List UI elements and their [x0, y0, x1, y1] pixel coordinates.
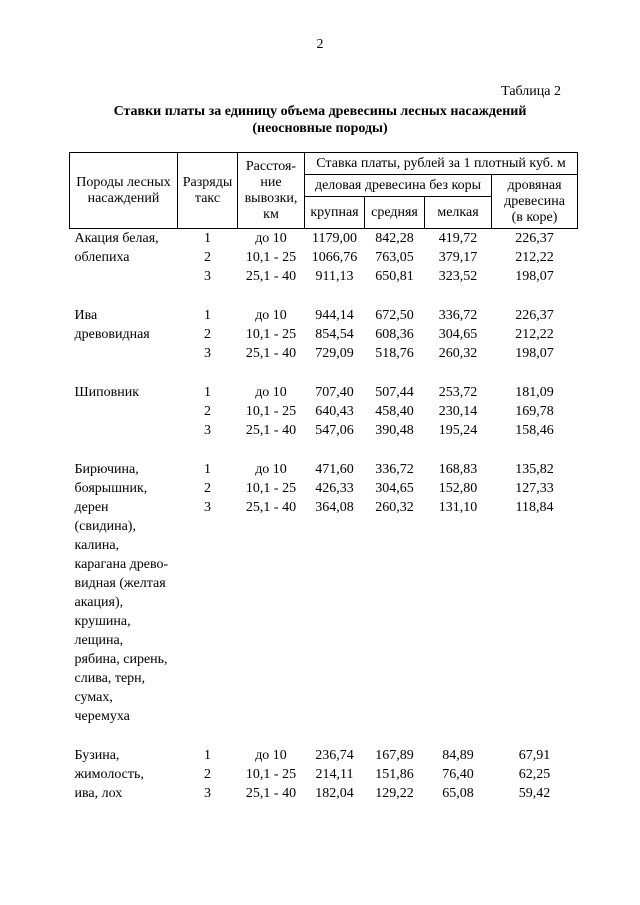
header-business-wood: деловая древесина без коры [305, 175, 492, 197]
small-cell: 84,89 [442, 748, 474, 763]
large-cell: 547,06 [315, 423, 354, 438]
distance-cell: 10,1 - 25 [245, 404, 297, 419]
large-cell: 1179,00 [312, 231, 357, 246]
fuel-cell: 212,22 [515, 327, 554, 342]
species-line: Бирючина, [74, 462, 139, 477]
header-medium: средняя [365, 197, 425, 229]
medium-cell: 763,05 [375, 250, 414, 265]
table-row [70, 460, 578, 479]
species-line: (свидина), [74, 519, 136, 534]
species-line: карагана древо- [74, 557, 169, 572]
header-dist-line3: вывозки, [244, 190, 298, 206]
small-cell: 253,72 [438, 385, 478, 400]
header-dist-line1: Расстоя- [245, 158, 297, 174]
table-row [70, 746, 578, 765]
large-cell: 1066,76 [311, 250, 358, 265]
small-cell: 304,65 [438, 327, 478, 342]
species-line: Акация белая, [74, 231, 159, 246]
medium-cell: 304,65 [375, 481, 414, 496]
tax-cell: 3 [204, 500, 211, 515]
distance-cell: 25,1 - 40 [245, 786, 297, 801]
fuel-cell: 118,84 [515, 500, 554, 515]
species-cell [70, 460, 178, 726]
small-cell: 76,40 [442, 767, 474, 782]
header-tax-class [178, 153, 238, 229]
header-distance [238, 153, 305, 229]
species-line: лещина, [74, 633, 124, 648]
title-line-2: (неосновные породы) [252, 121, 388, 136]
large-cell: 640,43 [315, 404, 354, 419]
distance-cell: 25,1 - 40 [245, 346, 297, 361]
header-fuel-line1: дровяная [507, 177, 562, 193]
tax-cell: 1 [204, 308, 211, 323]
species-line: рябина, сирень, [74, 652, 168, 667]
group-spacer [70, 726, 578, 746]
table-body [70, 229, 578, 804]
medium-cell: 167,89 [375, 748, 414, 763]
distance-cell: 25,1 - 40 [245, 423, 297, 438]
distance-cell: до 10 [255, 748, 287, 763]
tax-cell: 3 [204, 346, 211, 361]
header-fuel-line2: древесина [504, 193, 565, 209]
medium-cell: 336,72 [375, 462, 414, 477]
species-cell [70, 383, 178, 440]
species-line: облепиха [74, 250, 130, 265]
distance-cell: 10,1 - 25 [245, 327, 297, 342]
group-spacer [70, 363, 578, 383]
group-spacer [70, 440, 578, 460]
fuel-cell: 226,37 [515, 231, 554, 246]
distance-cell: до 10 [255, 308, 287, 323]
fuel-cell: 158,46 [515, 423, 554, 438]
tax-cell: 3 [204, 423, 211, 438]
rates-table [69, 152, 578, 803]
header-species-line2: насаждений [87, 190, 160, 206]
distance-cell: 10,1 - 25 [245, 767, 297, 782]
species-line: боярышник, [74, 481, 148, 496]
species-line: крушина, [74, 614, 131, 629]
fuel-cell: 169,78 [515, 404, 554, 419]
tax-cell: 1 [204, 385, 211, 400]
tax-cell: 2 [204, 767, 211, 782]
tax-cell: 2 [204, 404, 211, 419]
header-dist-line2: ние [260, 174, 282, 190]
header-large: крупная [305, 197, 365, 229]
distance-cell: 10,1 - 25 [245, 250, 297, 265]
medium-cell: 390,48 [375, 423, 414, 438]
title-line-1: Ставки платы за единицу объема древесины лесных насаждений [113, 104, 527, 119]
species-cell [70, 229, 178, 287]
species-line: ива, лох [74, 786, 123, 801]
fuel-cell: 226,37 [515, 308, 554, 323]
species-line: акация), [74, 595, 124, 610]
header-species-line1: Породы лесных [76, 174, 171, 190]
small-cell: 323,52 [438, 269, 478, 284]
species-line: Шиповник [74, 385, 140, 400]
table-header [70, 153, 578, 229]
small-cell: 336,72 [438, 308, 478, 323]
species-line: Ива [74, 308, 98, 323]
distance-cell: до 10 [255, 231, 287, 246]
table-row [70, 383, 578, 402]
distance-cell: до 10 [255, 385, 287, 400]
small-cell: 195,24 [438, 423, 478, 438]
header-fuel-wood [492, 175, 578, 229]
medium-cell: 650,81 [375, 269, 414, 284]
large-cell: 236,74 [315, 748, 354, 763]
tax-cell: 3 [204, 786, 211, 801]
large-cell: 707,40 [315, 385, 354, 400]
tax-cell: 2 [204, 250, 211, 265]
small-cell: 230,14 [438, 404, 478, 419]
group-spacer [70, 286, 578, 306]
large-cell: 214,11 [315, 767, 354, 782]
distance-cell: 25,1 - 40 [245, 269, 297, 284]
medium-cell: 151,86 [375, 767, 414, 782]
large-cell: 426,33 [315, 481, 354, 496]
small-cell: 419,72 [438, 231, 478, 246]
medium-cell: 608,36 [375, 327, 414, 342]
small-cell: 131,10 [438, 500, 478, 515]
header-dist-line4: км [263, 206, 279, 222]
fuel-cell: 212,22 [515, 250, 554, 265]
tax-cell: 1 [204, 231, 211, 246]
fuel-cell: 127,33 [515, 481, 554, 496]
species-line: калина, [74, 538, 120, 553]
header-small: мелкая [425, 197, 492, 229]
header-tax-line1: Разряды [182, 174, 233, 190]
small-cell: 260,32 [438, 346, 478, 361]
species-line: слива, терн, [74, 671, 146, 686]
distance-cell: до 10 [255, 462, 287, 477]
table-label: Таблица 2 [501, 84, 561, 99]
large-cell: 911,13 [315, 269, 354, 284]
fuel-cell: 59,42 [518, 786, 551, 801]
medium-cell: 842,28 [375, 231, 414, 246]
tax-cell: 3 [204, 269, 211, 284]
large-cell: 182,04 [315, 786, 354, 801]
fuel-cell: 198,07 [515, 269, 554, 284]
tax-cell: 1 [204, 748, 211, 763]
medium-cell: 507,44 [375, 385, 414, 400]
table-row [70, 229, 578, 249]
medium-cell: 260,32 [375, 500, 414, 515]
fuel-cell: 135,82 [515, 462, 554, 477]
large-cell: 854,54 [315, 327, 354, 342]
fuel-cell: 62,25 [518, 767, 551, 782]
medium-cell: 518,76 [375, 346, 414, 361]
species-line: древовидная [74, 327, 150, 342]
species-line: сумах, [74, 690, 113, 705]
fuel-cell: 181,09 [515, 385, 554, 400]
medium-cell: 672,50 [375, 308, 414, 323]
fuel-cell: 67,91 [518, 748, 551, 763]
header-fuel-line3: (в коре) [511, 209, 558, 225]
tax-cell: 1 [204, 462, 211, 477]
medium-cell: 129,22 [375, 786, 414, 801]
header-species [70, 153, 178, 229]
species-cell [70, 746, 178, 803]
species-line: черемуха [74, 709, 130, 724]
document-title [0, 103, 640, 137]
medium-cell: 458,40 [375, 404, 414, 419]
large-cell: 729,09 [315, 346, 354, 361]
distance-cell: 25,1 - 40 [245, 500, 297, 515]
small-cell: 65,08 [442, 786, 474, 801]
species-line: дерен [74, 500, 109, 515]
species-line: Бузина, [74, 748, 120, 763]
fuel-cell: 198,07 [515, 346, 554, 361]
distance-cell: 10,1 - 25 [245, 481, 297, 496]
tax-cell: 2 [204, 327, 211, 342]
small-cell: 379,17 [438, 250, 478, 265]
small-cell: 168,83 [438, 462, 478, 477]
header-tax-line2: такс [194, 190, 221, 206]
species-line: видная (желтая [74, 576, 166, 591]
large-cell: 471,60 [315, 462, 354, 477]
species-line: жимолость, [74, 767, 144, 782]
page-number: 2 [316, 37, 324, 52]
small-cell: 152,80 [438, 481, 478, 496]
species-cell [70, 306, 178, 363]
table-row [70, 306, 578, 325]
tax-cell: 2 [204, 481, 211, 496]
header-rate: Ставка платы, рублей за 1 плотный куб. м [305, 153, 578, 175]
large-cell: 944,14 [315, 308, 354, 323]
large-cell: 364,08 [315, 500, 354, 515]
